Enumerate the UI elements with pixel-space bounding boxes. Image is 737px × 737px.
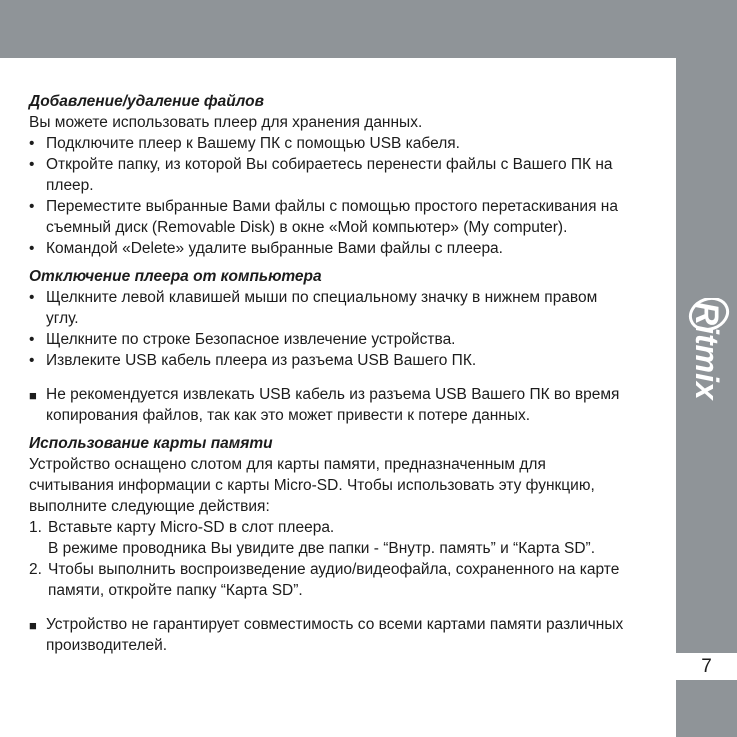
bullet-marker: • xyxy=(29,135,35,152)
square-marker: ■ xyxy=(29,388,37,403)
number-marker: 2. xyxy=(29,561,42,578)
text-line: углу. xyxy=(46,310,79,327)
bullet-marker: • xyxy=(29,198,35,215)
text-line: Не рекомендуется извлекать USB кабель из разъема USB Вашего ПК во время xyxy=(46,386,620,403)
side-banner xyxy=(676,0,737,737)
ritmix-logo-icon xyxy=(681,298,733,446)
text-line: считывания информации с карты Micro-SD. Чтобы использовать эту функцию, xyxy=(29,477,595,494)
brand-logo-rotated xyxy=(681,298,733,446)
text-line: выполните следующие действия: xyxy=(29,498,270,515)
top-banner xyxy=(0,0,737,58)
text-line: Чтобы выполнить воспроизведение аудио/видеофайла, сохраненного на карте xyxy=(48,561,620,578)
text-line: В режиме проводника Вы увидите две папки - “Внутр. память” и “Карта SD”. xyxy=(48,540,595,557)
square-marker: ■ xyxy=(29,618,37,633)
text-line: Щелкните по строке Безопасное извлечение устройства. xyxy=(46,331,456,348)
bullet-marker: • xyxy=(29,240,35,257)
section-heading: Отключение плеера от компьютера xyxy=(29,268,322,285)
section-disconnect-player xyxy=(29,266,652,426)
note-item xyxy=(29,614,652,656)
numbered-item xyxy=(29,559,652,601)
bullet-marker: • xyxy=(29,289,35,306)
text-line: копирования файлов, так как это может привести к потере данных. xyxy=(46,407,531,424)
brand-logo xyxy=(676,298,737,446)
page-number-band xyxy=(676,653,737,680)
text-line: Щелкните левой клавишей мыши по специальному значку в нижнем правом xyxy=(46,289,598,306)
text-line: Устройство не гарантирует совместимость со всеми картами памяти различных xyxy=(46,616,624,633)
bullet-item xyxy=(29,238,652,259)
bullet-marker: • xyxy=(29,156,35,173)
section-heading: Использование карты памяти xyxy=(29,435,273,452)
brand-logo-text: Ritmix xyxy=(688,302,725,400)
page-content xyxy=(0,58,676,656)
bullet-item xyxy=(29,154,652,196)
numbered-item xyxy=(29,517,652,559)
bullet-marker: • xyxy=(29,352,35,369)
number-marker: 1. xyxy=(29,519,42,536)
text-line: Командой «Delete» удалите выбранные Вами файлы с плеера. xyxy=(46,240,503,257)
text-line: плеер. xyxy=(46,177,94,194)
text-line: Подключите плеер к Вашему ПК с помощью USB кабеля. xyxy=(46,135,460,152)
text-line: съемный диск (Removable Disk) в окне «Мой компьютер» (My computer). xyxy=(46,219,568,236)
text-line: памяти, откройте папку “Карта SD”. xyxy=(48,582,303,599)
text-line: производителей. xyxy=(46,637,168,654)
bullet-marker: • xyxy=(29,331,35,348)
bullet-item xyxy=(29,350,652,371)
text-line: Откройте папку, из которой Вы собираетесь перенести файлы с Вашего ПК на xyxy=(46,156,613,173)
bullet-item xyxy=(29,287,652,329)
section-heading: Добавление/удаление файлов xyxy=(29,93,264,110)
text-line: Вставьте карту Micro-SD в слот плеера. xyxy=(48,519,335,536)
text-line: Извлеките USB кабель плеера из разъема USB Вашего ПК. xyxy=(46,352,477,369)
text-line: Переместите выбранные Вами файлы с помощью простого перетаскивания на xyxy=(46,198,618,215)
page-number: 7 xyxy=(701,655,712,677)
bullet-item xyxy=(29,329,652,350)
paragraph xyxy=(29,112,652,133)
text-line: Вы можете использовать плеер для хранения данных. xyxy=(29,114,423,131)
bullet-item xyxy=(29,133,652,154)
paragraph xyxy=(29,454,652,517)
note-item xyxy=(29,384,652,426)
text-line: Устройство оснащено слотом для карты памяти, предназначенным для xyxy=(29,456,546,473)
section-add-remove-files xyxy=(29,91,652,259)
section-memory-card xyxy=(29,433,652,656)
bullet-item xyxy=(29,196,652,238)
